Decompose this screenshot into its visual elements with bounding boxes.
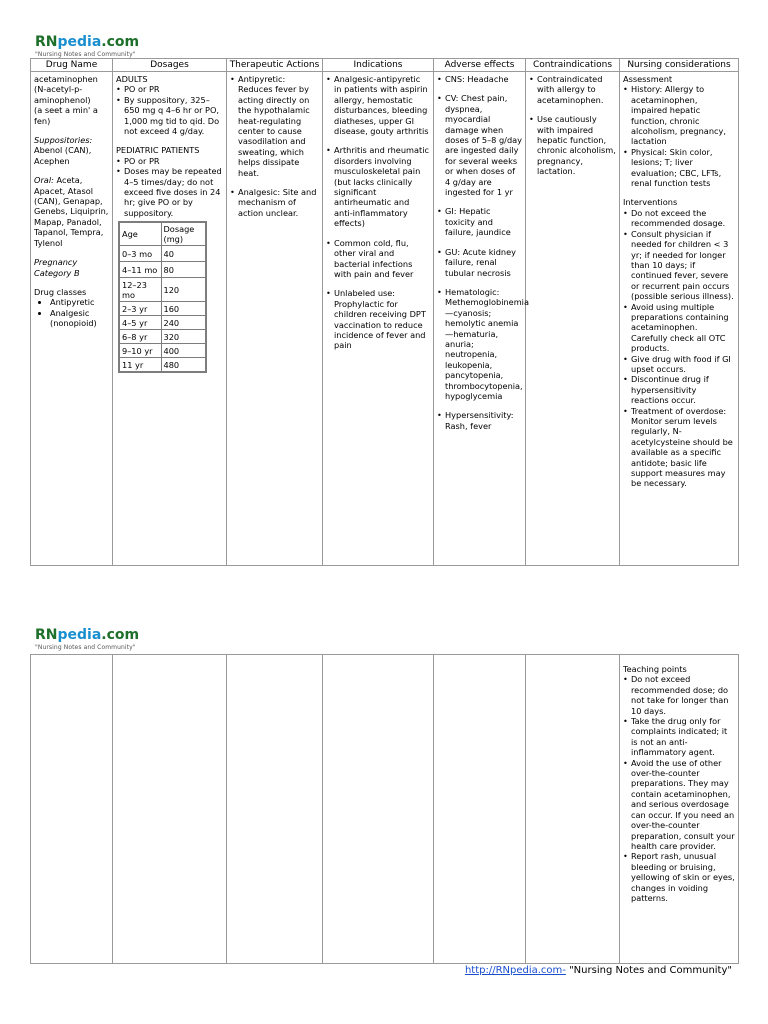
dosages-cell xyxy=(113,72,227,566)
list-item: • Avoid using multiple preparations containing acetaminophen. Carefully check all OTC products. xyxy=(623,302,735,354)
list-item: • Analgesic (nonopioid) xyxy=(50,308,109,329)
dosage-header: Dosage (mg) xyxy=(161,222,206,246)
nursing-considerations-cell xyxy=(620,655,739,964)
drug-name-cell xyxy=(31,72,113,566)
table-row xyxy=(31,72,739,566)
list-item: • Arthritis and rheumatic disorders involving musculoskeletal pain (but lacks clinically significant antirheumatic and anti-inflammatory effects) xyxy=(326,145,430,228)
table-row xyxy=(31,655,739,964)
list-item: • Doses may be repeated 4–5 times/day; do not exceed five doses in 24 hr; give PO or by suppository. xyxy=(116,166,223,218)
therapeutic-actions-cell xyxy=(227,655,323,964)
list-item: • History: Allergy to acetaminophen, impaired hepatic function, chronic alcoholism, pregnancy, lactation xyxy=(623,84,735,146)
suppositories-label: Suppositories: xyxy=(34,135,93,146)
list-item: • By suppository, 325–650 mg q 4–6 hr or PO, 1,000 mg tid to qid. Do not exceed 4 g/day. xyxy=(116,95,223,137)
site-tagline: "Nursing Notes and Community" xyxy=(35,644,136,651)
drug-name-cell xyxy=(31,655,113,964)
header-contraindications: Contraindications xyxy=(526,59,620,72)
teaching-points-title: Teaching points xyxy=(623,664,687,674)
dose-cell: 400 xyxy=(161,344,206,358)
header-drug-name: Drug Name xyxy=(31,59,113,72)
list-item: • Hematologic: Methemoglobinemia—cyanosis; hemolytic anemia—hematuria, anuria; neutropenia, leukopenia, pancytopenia, thrombocytopenia, hypoglycemia xyxy=(437,287,522,401)
assessment-list xyxy=(623,84,735,188)
list-item: • CV: Chest pain, dyspnea, myocardial damage when doses of 5–8 g/day are ingested daily for several weeks or when doses of 4 g/day are ingested for 1 yr xyxy=(437,93,522,197)
list-item: • Antipyretic: Reduces fever by acting directly on the hypothalamic heat-regulating center to cause vasodilation and sweating, which helps dissipate heat. xyxy=(230,74,319,178)
dose-cell: 320 xyxy=(161,330,206,344)
dose-cell: 120 xyxy=(161,278,206,302)
age-cell: 11 yr xyxy=(119,358,161,372)
list-item: • Take the drug only for complaints indicated; it is not an anti-inflammatory agent. xyxy=(623,716,735,758)
age-cell: 9–10 yr xyxy=(119,344,161,358)
drug-table xyxy=(30,58,739,566)
adverse-effects-cell xyxy=(434,655,526,964)
pregnancy-category: Pregnancy Category B xyxy=(34,257,80,278)
list-item: • Hypersensitivity: Rash, fever xyxy=(437,410,522,431)
list-item: • Analgesic: Site and mechanism of action unclear. xyxy=(230,187,319,218)
list-item: • Common cold, flu, other viral and bacterial infections with pain and fever xyxy=(326,238,430,280)
site-tagline: "Nursing Notes and Community" xyxy=(35,51,136,58)
list-item: • Use cautiously with impaired hepatic function, chronic alcoholism, pregnancy, lactation. xyxy=(529,114,616,176)
dose-cell: 240 xyxy=(161,316,206,330)
contraindications-cell xyxy=(526,655,620,964)
drug-table-continued xyxy=(30,654,739,964)
dose-cell: 40 xyxy=(161,246,206,262)
dosages-cell xyxy=(113,655,227,964)
interventions-list xyxy=(623,208,735,489)
table-header-row xyxy=(31,59,739,72)
list-item: • Consult physician if needed for children < 3 yr; if needed for longer than 10 days; if continued fever, severe or recurrent pain occurs (possible serious illness). xyxy=(623,229,735,302)
age-cell: 2–3 yr xyxy=(119,302,161,316)
list-item: • Do not exceed the recommended dosage. xyxy=(623,208,735,229)
header-nursing-considerations: Nursing considerations xyxy=(620,59,739,72)
list-item: • CNS: Headache xyxy=(437,74,522,84)
drug-name: acetaminophen (N-acetyl-p- aminophenol) (a seet a min' a fen) xyxy=(34,74,98,126)
indications-cell xyxy=(323,655,434,964)
footer-text: "Nursing Notes and Community" xyxy=(565,965,732,976)
therapeutic-actions-cell xyxy=(227,72,323,566)
list-item: • Discontinue drug if hypersensitivity reactions occur. xyxy=(623,374,735,405)
list-item: • Treatment of overdose: Monitor serum levels regularly, N-acetylcysteine should be available as a specific antidote; basic life support measures may be necessary. xyxy=(623,406,735,489)
oral-brands: Oral: Aceta, Apacet, Atasol (CAN), Genapap, Genebs, Liquiprin, Mapap, Panadol, Tapanol, Tempra, Tylenol xyxy=(34,175,109,248)
list-item: • Avoid the use of other over-the-counter preparations. They may contain acetaminophen, and serious overdosage can occur. If you need an over-the-counter preparation, consult your health care provider. xyxy=(623,758,735,852)
header-therapeutic-actions: Therapeutic Actions xyxy=(227,59,323,72)
age-cell: 4–5 yr xyxy=(119,316,161,330)
teaching-points-list xyxy=(623,674,735,903)
list-item: • Physical: Skin color, lesions; T; liver evaluation; CBC, LFTs, renal function tests xyxy=(623,147,735,189)
nursing-considerations-cell xyxy=(620,72,739,566)
age-header: Age xyxy=(119,222,161,246)
adverse-effects-cell xyxy=(434,72,529,566)
site-logo: RNpedia.com xyxy=(35,627,140,643)
list-item: • PO or PR xyxy=(116,156,223,166)
header-dosages: Dosages xyxy=(113,59,227,72)
list-item: • Give drug with food if GI upset occurs. xyxy=(623,354,735,375)
list-item: • Do not exceed recommended dose; do not take for longer than 10 days. xyxy=(623,674,735,716)
contraindications-cell xyxy=(526,72,620,566)
adults-list xyxy=(116,84,223,136)
list-item: • Antipyretic xyxy=(50,297,109,307)
contraindications-list xyxy=(529,74,616,105)
age-cell: 12–23 mo xyxy=(119,278,161,302)
dose-cell: 160 xyxy=(161,302,206,316)
assessment-title: Assessment xyxy=(623,74,673,84)
indications-list xyxy=(326,74,430,136)
page-footer xyxy=(465,965,732,976)
list-item: • PO or PR xyxy=(116,84,223,94)
adverse-list xyxy=(437,74,522,84)
adults-title: ADULTS xyxy=(116,74,148,84)
pediatric-dosage-table xyxy=(118,221,207,373)
dose-cell: 480 xyxy=(161,358,206,372)
list-item: • Unlabeled use: Prophylactic for children receiving DPT vaccination to reduce incidence of fever and pain xyxy=(326,288,430,350)
pediatric-title: PEDIATRIC PATIENTS xyxy=(116,145,200,156)
pediatric-list xyxy=(116,156,223,218)
age-cell: 4–11 mo xyxy=(119,262,161,278)
list-item: • Report rash, unusual bleeding or bruising, yellowing of skin or eyes, changes in voiding patterns. xyxy=(623,851,735,903)
drug-classes-title: Drug classes xyxy=(34,286,87,297)
dose-cell: 80 xyxy=(161,262,206,278)
list-item: • GU: Acute kidney failure, renal tubular necrosis xyxy=(437,247,522,278)
drug-classes-list xyxy=(34,297,109,328)
interventions-title: Interventions xyxy=(623,197,678,208)
header-indications: Indications xyxy=(323,59,434,72)
list-item: • GI: Hepatic toxicity and failure, jaundice xyxy=(437,206,522,237)
site-logo: RNpedia.com xyxy=(35,34,140,50)
header-adverse-effects: Adverse effects xyxy=(434,59,526,72)
age-cell: 0–3 mo xyxy=(119,246,161,262)
footer-link[interactable]: http://RNpedia.com- xyxy=(464,965,566,976)
age-cell: 6–8 yr xyxy=(119,330,161,344)
suppositories-brands: Abenol (CAN), Acephen xyxy=(34,145,92,166)
list-item: • Analgesic-antipyretic in patients with aspirin allergy, hemostatic disturbances, bleeding diatheses, upper GI disease, gouty arthritis xyxy=(326,74,430,136)
actions-list xyxy=(230,74,319,178)
list-item: • Contraindicated with allergy to acetaminophen. xyxy=(529,74,616,105)
indications-cell xyxy=(323,72,434,566)
